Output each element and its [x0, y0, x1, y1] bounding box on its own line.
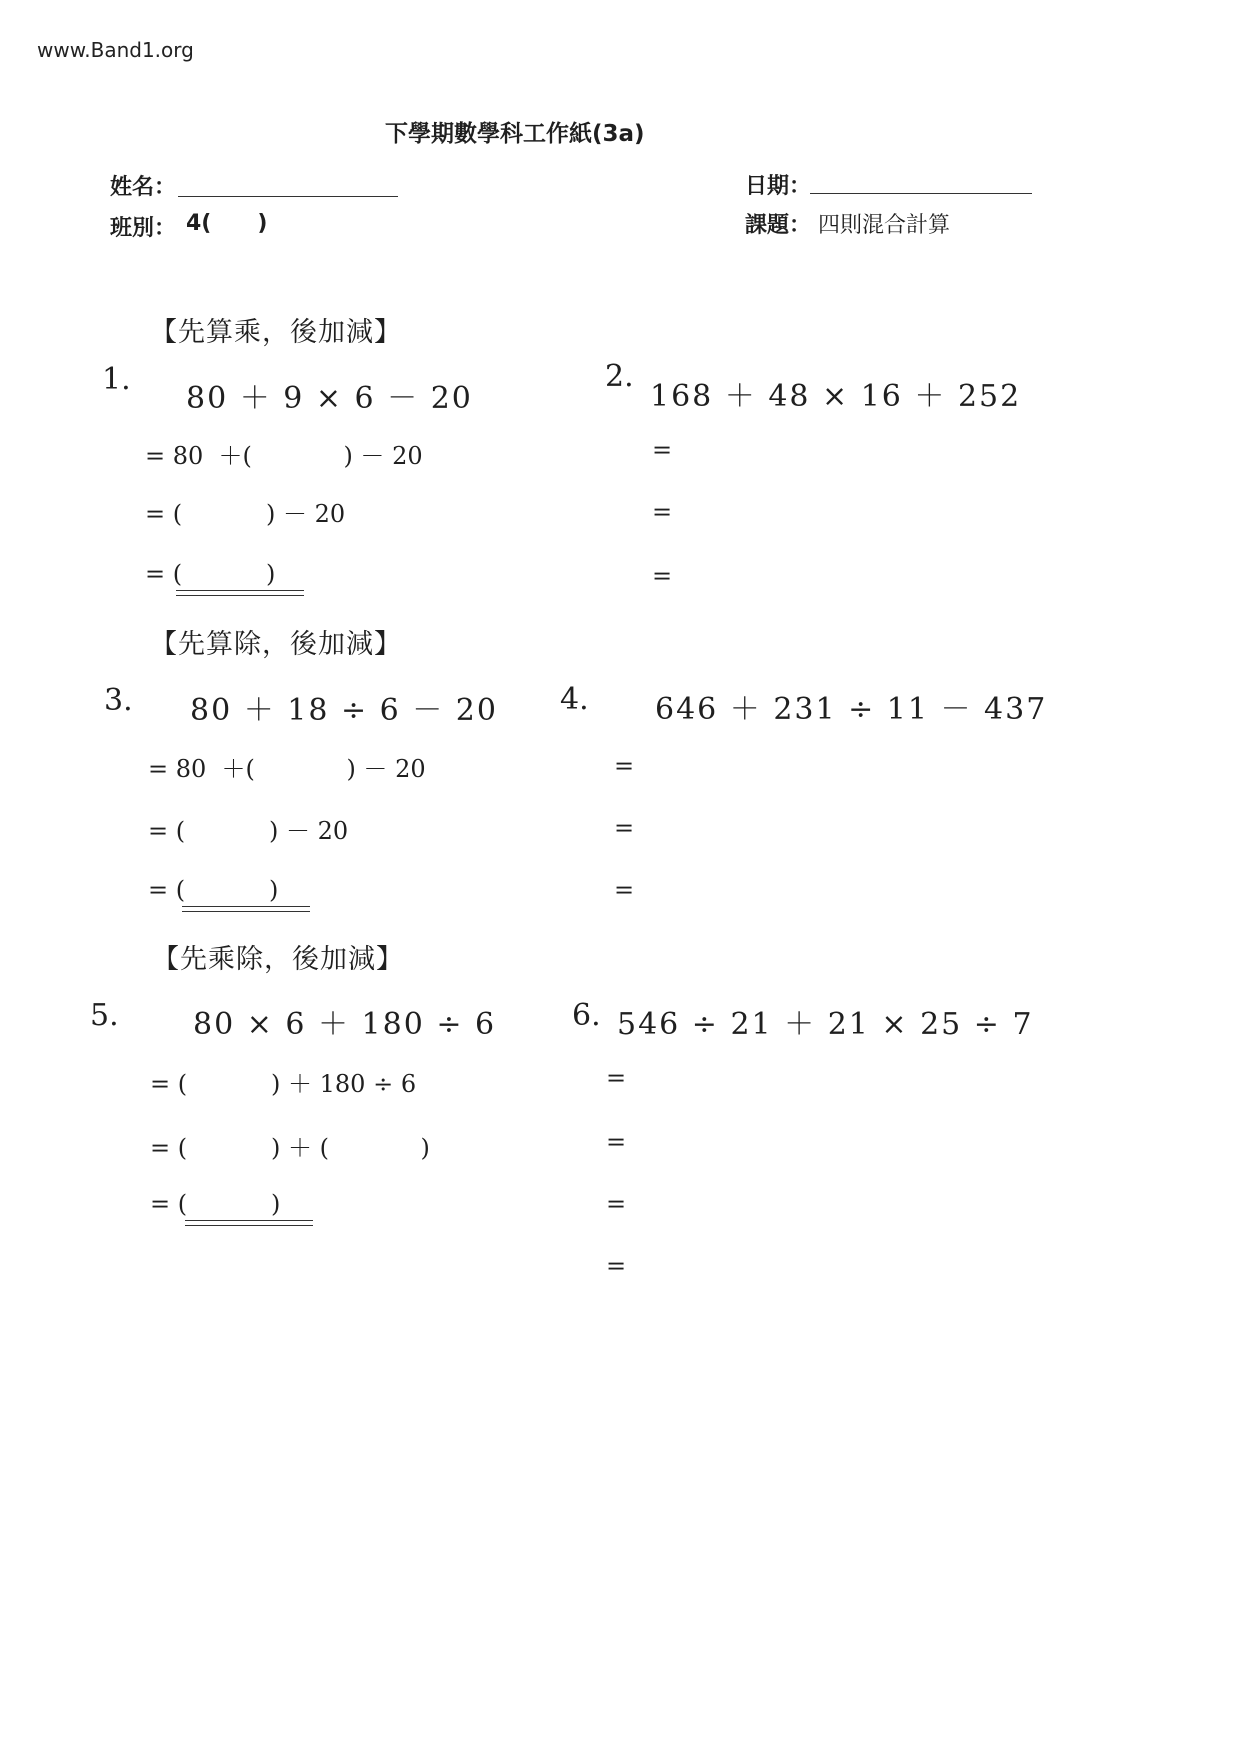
working-step: = [614, 876, 635, 904]
name-label: 姓名： [110, 175, 177, 200]
answer-underline [185, 1220, 313, 1226]
name-blank-line[interactable] [178, 196, 398, 197]
working-step: = [606, 1128, 627, 1156]
date-label: 日期： [745, 174, 812, 199]
working-step: = [606, 1190, 627, 1218]
question-number: 1. [102, 362, 131, 397]
working-step: = ( ) ＋ 180 ÷ 6 [150, 1070, 417, 1098]
working-step: = [652, 436, 673, 464]
working-step: = [652, 562, 673, 590]
section-heading: 【先算除，後加減】 [150, 629, 402, 660]
working-step: = ( ) － 20 [148, 817, 349, 845]
question-number: 6. [572, 998, 601, 1033]
question-number: 4. [560, 682, 589, 717]
section-heading: 【先算乘，後加減】 [150, 317, 402, 348]
working-step: = [614, 814, 635, 842]
question-expression: 168 ＋ 48 × 16 ＋ 252 [650, 379, 1022, 414]
working-step: = [606, 1252, 627, 1280]
question-number: 3. [104, 683, 133, 718]
working-step: = 80 ＋( ) － 20 [145, 442, 423, 470]
question-number: 5. [90, 998, 119, 1033]
site-url: www.Band1.org [37, 38, 194, 62]
working-step: = [614, 752, 635, 780]
worksheet-title: 下學期數學科工作紙(3a) [385, 121, 645, 147]
question-expression: 80 ＋ 9 × 6 － 20 [186, 381, 473, 416]
answer-underline [182, 906, 310, 912]
class-label: 班別： [110, 216, 177, 241]
question-expression: 80 × 6 ＋ 180 ÷ 6 [193, 1007, 497, 1042]
answer-underline [176, 590, 304, 596]
question-expression: 80 ＋ 18 ÷ 6 － 20 [190, 693, 498, 728]
question-expression: 546 ÷ 21 ＋ 21 × 25 ÷ 7 [617, 1007, 1034, 1042]
question-expression: 646 ＋ 231 ÷ 11 － 437 [655, 692, 1048, 727]
answer-step: = ( ) [150, 1190, 281, 1218]
working-step: = 80 ＋( ) － 20 [148, 755, 426, 783]
working-step: = [606, 1064, 627, 1092]
answer-step: = ( ) [145, 560, 276, 588]
question-number: 2. [605, 359, 634, 394]
working-step: = [652, 498, 673, 526]
date-blank-line[interactable] [810, 193, 1032, 194]
topic-label: 課題： [745, 213, 812, 238]
working-step: = ( ) － 20 [145, 500, 346, 528]
section-heading: 【先乘除，後加減】 [152, 944, 404, 975]
topic-value: 四則混合計算 [818, 213, 951, 238]
class-value: 4( ) [186, 211, 268, 236]
answer-step: = ( ) [148, 876, 279, 904]
working-step: = ( ) ＋ ( ) [150, 1134, 430, 1162]
